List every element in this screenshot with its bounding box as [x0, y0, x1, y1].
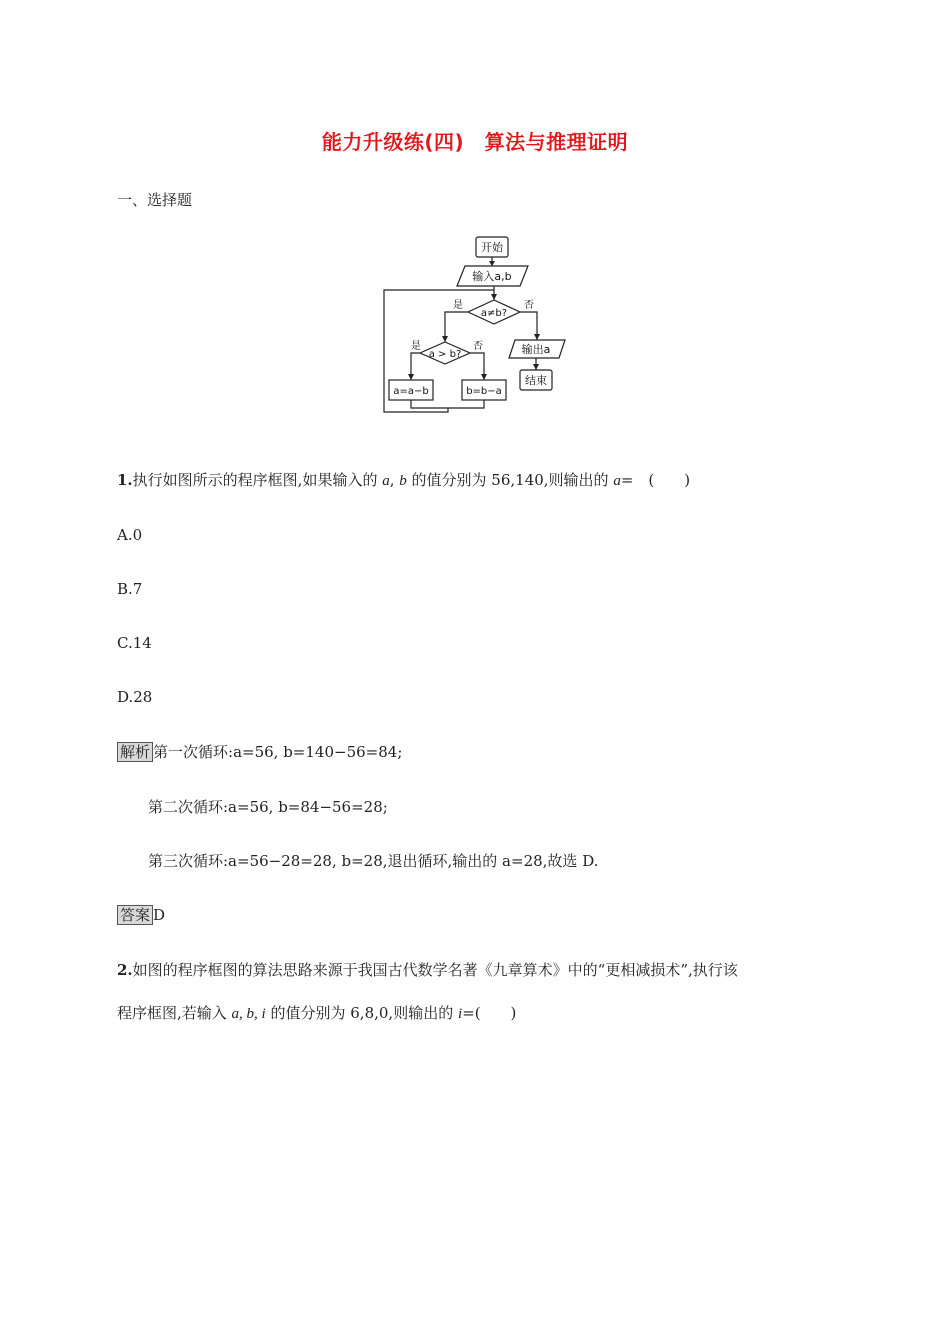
flowchart-output-label: 输出a [521, 343, 551, 356]
flowchart-diagram [370, 228, 590, 420]
analysis-tag: 解析 [117, 742, 153, 762]
option-b: B.7 [117, 580, 143, 598]
analysis-text: 第一次循环:a=56, b=140−56=84; [153, 743, 403, 761]
answer-value: D [153, 906, 166, 924]
flowchart-input-label: 输入a,b [472, 270, 512, 283]
q1-var: a [613, 473, 621, 489]
answer-line [117, 905, 165, 925]
q2-var: i [457, 1006, 463, 1022]
q1-text-part: = ( ) [620, 471, 691, 489]
flowchart-no-label-1: 否 [524, 300, 534, 311]
page-title: 能力升级练(四) 算法与推理证明 [321, 130, 629, 154]
flowchart-start-label: 开始 [481, 241, 503, 254]
question-1-stem [117, 470, 690, 491]
analysis-line-1 [117, 742, 402, 762]
q2-text-part: 如图的程序框图的算法思路来源于我国古代数学名著《九章算术》中的“更相减损术”,执行该 [132, 961, 738, 979]
flowchart-cond1-label: a≠b? [480, 308, 508, 319]
answer-tag: 答案 [117, 905, 153, 925]
flowchart-end-label: 结束 [525, 374, 547, 387]
question-2-line-1 [117, 960, 738, 980]
analysis-line-2: 第二次循环:a=56, b=84−56=28; [148, 798, 388, 816]
q1-text-part: , [389, 471, 400, 489]
question-1-number: 1. [117, 471, 133, 489]
question-2-line-2 [117, 1003, 516, 1024]
q2-text-part: 程序框图,若输入 [117, 1004, 232, 1022]
q1-text-part: 的值分别为 56,140,则输出的 [406, 471, 614, 489]
option-a: A.0 [117, 526, 143, 544]
q2-text-part: 的值分别为 6,8,0,则输出的 [265, 1004, 458, 1022]
option-c: C.14 [117, 634, 152, 652]
q1-var: b [399, 473, 407, 489]
flowchart-assign-b-label: b=b−a [466, 386, 502, 397]
flowchart-assign-a-label: a=a−b [393, 386, 429, 397]
q1-text-part: 执行如图所示的程序框图,如果输入的 [132, 471, 383, 489]
q2-text-part: =( ) [462, 1004, 517, 1022]
q1-var: a [382, 473, 390, 489]
flowchart-yes-label-1: 是 [453, 300, 463, 311]
analysis-line-3: 第三次循环:a=56−28=28, b=28,退出循环,输出的 a=28,故选 D. [148, 852, 599, 870]
question-2-number: 2. [117, 961, 133, 979]
option-d: D.28 [117, 688, 153, 706]
q2-vars: a, b, i [231, 1006, 266, 1022]
flowchart-cond2-label: a > b? [428, 349, 462, 360]
flowchart-no-label-2: 否 [473, 341, 483, 352]
section-heading: 一、选择题 [117, 191, 193, 209]
flowchart-yes-label-2: 是 [411, 341, 421, 352]
